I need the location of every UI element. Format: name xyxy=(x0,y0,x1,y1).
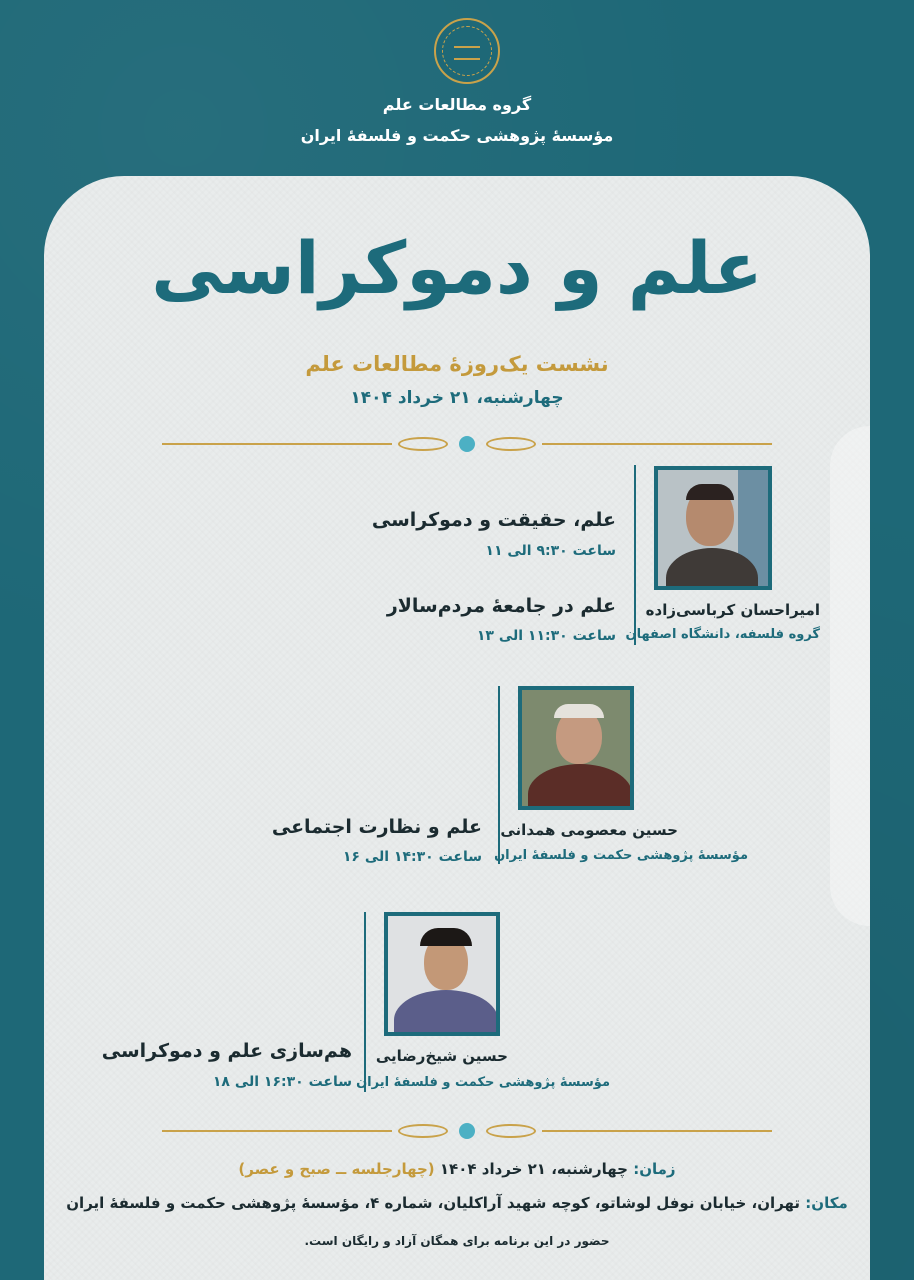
speaker-affiliation: گروه فلسفه، دانشگاه اصفهان xyxy=(625,627,820,642)
talk-time: ساعت ۱۱:۳۰ الی ۱۳ xyxy=(476,628,616,644)
speaker-affiliation: مؤسسهٔ پژوهشی حکمت و فلسفهٔ ایران xyxy=(356,1075,610,1090)
time-value: چهارشنبه، ۲۱ خرداد ۱۴۰۴ xyxy=(439,1160,628,1178)
talk-title: علم، حقیقت و دموکراسی xyxy=(371,509,616,531)
talk-time: ساعت ۹:۳۰ الی ۱۱ xyxy=(485,543,616,559)
event-title: علم و دموکراسی xyxy=(151,226,763,310)
speaker-name: حسین شیخ‌رضایی xyxy=(375,1047,508,1065)
talk-time: ساعت ۱۴:۳۰ الی ۱۶ xyxy=(342,849,482,865)
speaker-photo xyxy=(654,466,772,590)
speaker-photo xyxy=(384,912,500,1036)
time-label: زمان: xyxy=(633,1160,676,1178)
talk-title: علم در جامعهٔ مردم‌سالار xyxy=(386,595,616,617)
place-label: مکان: xyxy=(805,1194,848,1212)
content-card xyxy=(44,176,870,1280)
institute-name: مؤسسهٔ پژوهشی حکمت و فلسفهٔ ایران xyxy=(300,126,614,145)
institute-logo-icon xyxy=(434,18,500,84)
speaker-name: امیراحسان کرباسی‌زاده xyxy=(645,601,820,619)
group-name: گروه مطالعات علم xyxy=(382,95,532,114)
flower-icon xyxy=(459,1123,475,1139)
divider-line xyxy=(364,912,366,1092)
event-subtitle: نشست یک‌روزهٔ مطالعات علم xyxy=(305,352,609,376)
talk-time: ساعت ۱۶:۳۰ الی ۱۸ xyxy=(212,1074,352,1090)
event-date: چهارشنبه، ۲۱ خرداد ۱۴۰۴ xyxy=(350,388,564,408)
time-note: (چهارجلسه ــ صبح و عصر) xyxy=(238,1160,435,1178)
footer-time xyxy=(0,1160,914,1178)
speaker-name: حسین معصومی همدانی xyxy=(500,821,678,839)
speaker-affiliation: مؤسسهٔ پژوهشی حکمت و فلسفهٔ ایران xyxy=(494,848,748,863)
speaker-photo xyxy=(518,686,634,810)
talk-title: علم و نظارت اجتماعی xyxy=(271,816,482,838)
divider-line xyxy=(634,465,636,645)
flower-icon xyxy=(459,436,475,452)
ornament-divider-bottom xyxy=(162,1121,772,1141)
ornament-divider-top xyxy=(162,434,772,454)
footer-place xyxy=(0,1194,914,1212)
place-value: تهران، خیابان نوفل لوشاتو، کوچه شهید آراکلیان، شماره ۴، مؤسسهٔ پژوهشی حکمت و فلسفهٔ ایران xyxy=(66,1194,801,1212)
talk-title: هم‌سازی علم و دموکراسی xyxy=(101,1040,352,1062)
decorative-swirl xyxy=(830,426,870,926)
footer-note: حضور در این برنامه برای همگان آزاد و رایگان است. xyxy=(304,1234,610,1248)
